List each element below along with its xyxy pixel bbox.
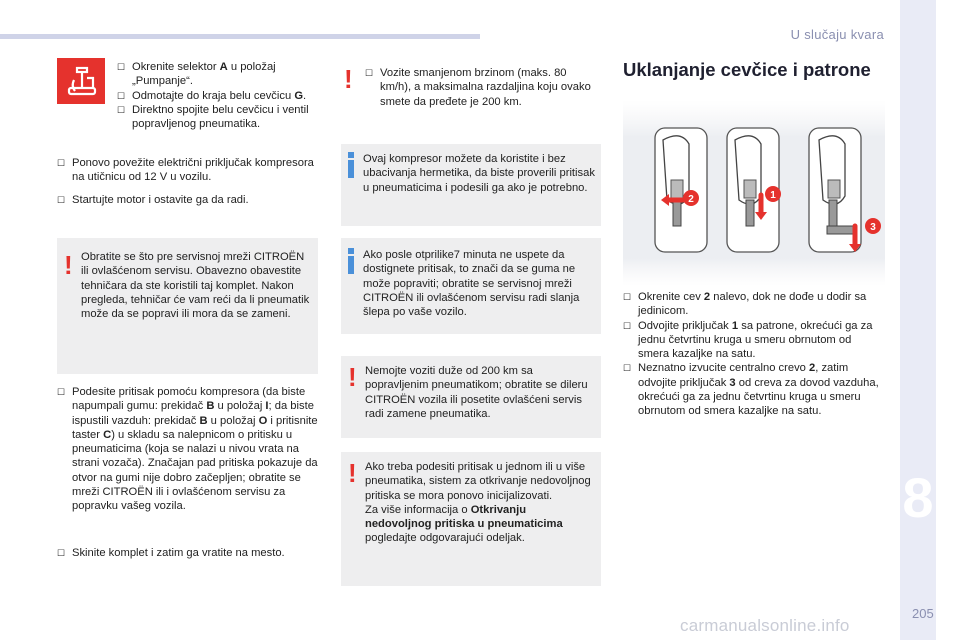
warning-box-speed <box>341 58 601 124</box>
warning-icon: ! <box>64 250 73 280</box>
store-bullet <box>57 546 319 560</box>
checkbox-icon: ☐ <box>623 292 632 302</box>
top-bullets <box>117 60 317 131</box>
warning-icon: ! <box>344 64 353 94</box>
text-run: nalevo, dok ne dođe u dodir sa jedinicom. <box>638 291 867 318</box>
bold-term: A <box>219 61 228 73</box>
text-run: i pritisnite taster <box>72 414 318 441</box>
text-run: ; da biste ispustili vazduh: prekidač <box>72 400 314 427</box>
bullet-text: Vozite smanjenom brzinom (maks. 80 km/h), a maksimalna razdaljina koju ovako smete da pređete je 200 km. <box>380 67 591 108</box>
text-run: ) u skladu sa nalepnicom o pritisku u pneumaticima (koja se nalazi u nivou vrata na strani vozača). Značajan pad pritiska pokazuje da otvor na gumi nije dobro začepljen; obratite se mreži CITROËN ili i ovlašćenom servisu za popravku vašeg vozila. <box>72 428 318 513</box>
info-icon <box>348 152 354 178</box>
info-text: Ovaj kompresor možete da koristite i bez ubacivanja hermetika, da biste proverili pritisak u pneumaticima i podesili ga ako je potrebno. <box>363 153 595 194</box>
warning-text: Obratite se što pre servisnoj mreži CITROËN ili ovlašćenom servisu. Obavezno obavestite tehničara da ste koristili taj komplet. Nakon pregleda, tehničar će vam reći da li pneumatik može da se popravi ili mora da se zameni. <box>81 251 310 321</box>
pressure-bullet <box>57 385 319 514</box>
text-run: , zatim odvojite priključak <box>638 362 849 389</box>
bold-term: 1 <box>731 319 739 332</box>
text-run: Odmotajte do kraja belu cevčicu <box>132 89 295 102</box>
text-run: Okrenite cev <box>638 291 704 303</box>
warning-text: Nemojte voziti duže od 200 km sa popravljenim pneumatikom; obratite se dileru CITROËN vozila ili posetite ovlašćeni servis radi zamene pneumatika. <box>365 365 588 420</box>
bullet-item <box>117 60 317 89</box>
text-run: od creva za dovod vazduha, okrećući ga za jednu četvrtinu kruga u smeru obrnutom od smera kazaljke na satu. <box>638 376 879 418</box>
removal-steps <box>623 290 885 419</box>
bullet-item <box>623 361 885 418</box>
bold-term: B <box>199 414 208 427</box>
text-run: Podesite pritisak pomoću kompresora (da biste napumpali gumu: prekidač <box>72 386 306 413</box>
warning-icon: ! <box>348 362 357 392</box>
pump-selector-icon <box>57 58 105 104</box>
text-run: . <box>303 89 307 102</box>
chapter-number: 8 <box>902 466 934 529</box>
section-title: U slučaju kvara <box>790 27 884 42</box>
speed-bullet <box>365 66 597 109</box>
text-run: Direktno spojite belu cevčicu i ventil popravljenog pneumatika. <box>132 103 309 131</box>
kit-icon <box>57 58 105 104</box>
text-run: Za više informacija o <box>365 503 471 516</box>
info-box-compressor <box>341 144 601 226</box>
warning-text <box>365 460 595 546</box>
bullet-item: ☐ Skinite komplet i zatim ga vratite na mesto. <box>57 547 285 559</box>
text-run: Neznatno izvucite centralno crevo <box>638 362 810 375</box>
checkbox-icon: ☐ <box>117 90 126 101</box>
bullet-text <box>72 386 318 512</box>
bullet-item: ☐ Vozite smanjenom brzinom (maks. 80 km/h), a maksimalna razdaljina koju ovako smete da pređete je 200 km. <box>365 67 591 108</box>
page-title: Uklanjanje cevčice i patrone <box>623 59 871 80</box>
header-bar <box>0 34 480 39</box>
text-run: Odvojite priključak <box>638 319 732 332</box>
callout-1: 1 <box>770 190 776 201</box>
bullet-item <box>623 319 885 362</box>
checkbox-icon: ☐ <box>117 104 126 115</box>
text-run: u položaj „Pumpanje“. <box>132 61 276 88</box>
bold-term: 2 <box>703 291 711 303</box>
bold-term: B <box>206 400 215 413</box>
text-run: pogledajte odgovarajući odeljak. <box>365 532 525 545</box>
info-box-seven-min <box>341 238 601 334</box>
checkbox-icon: ☐ <box>623 320 632 331</box>
bullet-text: Startujte motor i ostavite ga da radi. <box>72 194 249 206</box>
bold-term: G <box>294 89 304 102</box>
bullet-text: Ponovo povežite električni priključak kompresora na utičnicu od 12 V u vozilu. <box>72 157 314 184</box>
bullet-item: ☐ Startujte motor i ostavite ga da radi. <box>57 194 249 206</box>
chapter-tab <box>900 0 936 640</box>
warning-icon: ! <box>348 458 357 488</box>
bullet-item <box>623 290 885 319</box>
text-run: sa patrone, okrećući ga za jednu četvrtinu kruga u smeru obrnutom od smera kazaljke na satu. <box>638 319 873 361</box>
checkbox-icon: ☐ <box>117 62 126 72</box>
bold-term: 2 <box>809 362 816 375</box>
bold-term: 3 <box>729 376 736 389</box>
page-number: 205 <box>912 606 934 621</box>
watermark: carmanualsonline.info <box>680 616 850 635</box>
bold-term: O <box>258 414 268 427</box>
text-run: Okrenite selektor <box>132 61 220 73</box>
bold-term: I <box>265 400 269 413</box>
callout-3: 3 <box>870 222 876 233</box>
connect-bullet <box>57 156 317 185</box>
info-text: Ako posle otprilike7 minuta ne uspete da dostignete pritisak, to znači da se guma ne može popraviti; obratite se servisnoj mreži CITROËN ili ovlašćenom servisu radi slanja šlepa po vaše vozilo. <box>363 249 580 319</box>
bullet-item: ☐ Podesite pritisak pomoću kompresora (da biste napumpali gumu: prekidač B u položaj I; da biste ispustili vazduh: prekidač B u položaj O i pritisnite taster C) u skladu sa nalepnicom o pritisku u pneumaticima (koja se nalazi u nivou vrata na strani vozača). Značajan pad pritiska pokazuje da otvor na gumi nije dobro začepljen; obratite se mreži CITROËN ili i ovlašćenom servisu za popravku vašeg vozila. <box>57 386 318 513</box>
text-run: Ako treba podesiti pritisak u jednom ili u više pneumatika, sistem za otkrivanje nedovoljnog pritiska se mora ponovo inicijalizovati. <box>365 461 591 502</box>
bullet-item: ☐ Ponovo povežite električni priključak kompresora na utičnicu od 12 V u vozilu. <box>57 157 314 184</box>
warning-box-reinit <box>341 452 601 586</box>
warning-box-service <box>57 238 318 374</box>
text-run: u položaj <box>207 414 259 427</box>
start-bullet <box>57 193 317 207</box>
checkbox-icon: ☐ <box>623 363 632 374</box>
bullet-item <box>117 89 317 103</box>
bold-term: C <box>103 428 112 441</box>
cartridge-illustration <box>623 100 885 286</box>
callout-2: 2 <box>688 194 694 205</box>
text-run: u položaj <box>214 400 266 413</box>
bold-term: Otkrivanju nedovoljnog pritiska u pneumaticima <box>365 503 563 531</box>
warning-box-200km <box>341 356 601 438</box>
bullet-item <box>117 103 317 132</box>
bullet-text: Skinite komplet i zatim ga vratite na mesto. <box>72 547 285 559</box>
info-icon <box>348 248 354 274</box>
